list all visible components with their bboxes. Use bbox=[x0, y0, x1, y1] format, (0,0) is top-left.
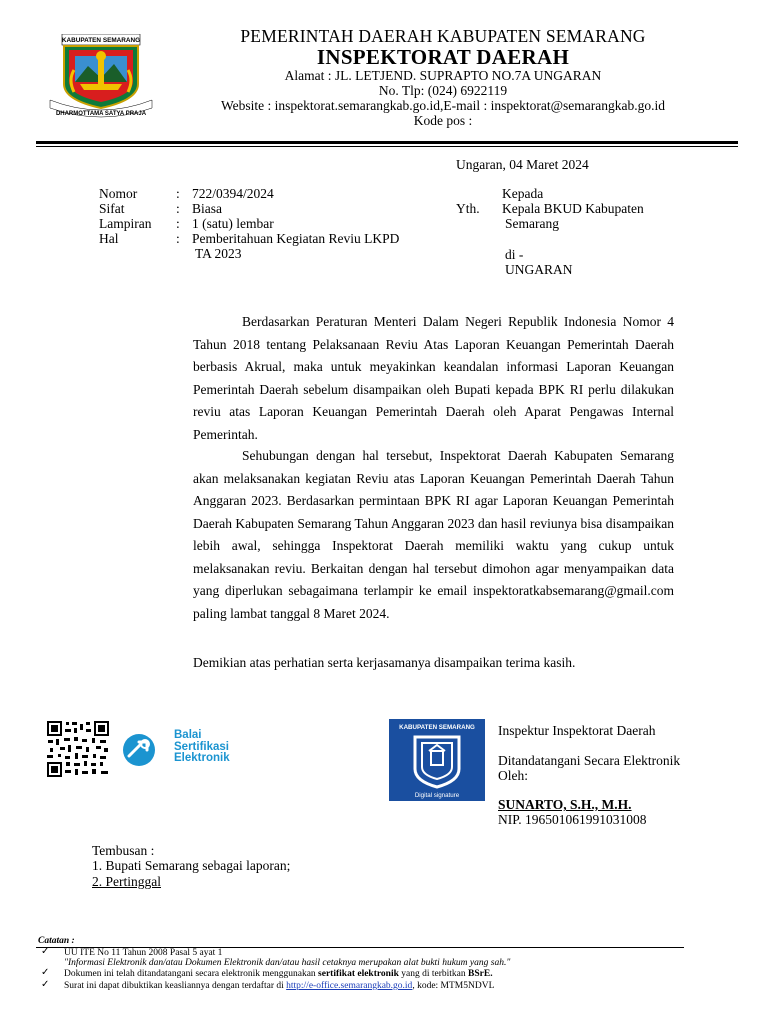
letter-date: Ungaran, 04 Maret 2024 bbox=[456, 157, 589, 172]
svg-text:DHARMOTTAMA SATYA PRAJA: DHARMOTTAMA SATYA PRAJA bbox=[55, 111, 147, 117]
signer-title: Inspektur Inspektorat Daerah bbox=[498, 723, 656, 738]
footer-law-quote: "Informasi Elektronik dan/atau Dokumen Elektronik dan/atau hasil cetaknya merupakan alat bukti hukum yang sah." bbox=[64, 958, 511, 968]
address: Alamat : JL. LETJEND. SUPRAPTO NO.7A UNGARAN bbox=[284, 68, 602, 83]
tembusan-label: Tembusan : bbox=[92, 843, 155, 858]
recipient-line1: Kepala BKUD Kabupaten bbox=[502, 201, 644, 216]
body-paragraph-1: Berdasarkan Peraturan Menteri Dalam Negeri Republik Indonesia Nomor 4 Tahun 2018 tentang Pelaksanaan Reviu Atas Laporan Keuangan Pemerintah Daerah berbasis Akrual, maka untuk meyakinkan keandalan informasi Laporan Keuangan Pemerintah Daerah sebelum disampaikan oleh Bupati kepada BPK RI perlu dilakukan reviu atas Laporan Keuangan Pemerintah Daerah oleh Aparat Pengawas Internal Pemerintah. bbox=[193, 314, 674, 442]
phone: No. Tlp: (024) 6922119 bbox=[378, 83, 508, 98]
website-email: Website : inspektorat.semarangkab.go.id,E-mail : inspektorat@semarangkab.go.id bbox=[221, 98, 665, 113]
nomor-label: Nomor bbox=[99, 186, 138, 201]
check-icon: ✓ bbox=[41, 979, 50, 990]
recipient-city: UNGARAN bbox=[505, 262, 573, 277]
header-rule-thick bbox=[36, 141, 738, 144]
footer-law: UU ITE No 11 Tahun 2008 Pasal 5 ayat 1 bbox=[64, 948, 223, 958]
signed-by-label: Oleh: bbox=[498, 768, 528, 783]
body-closing: Demikian atas perhatian serta kerjasamanya disampaikan terima kasih. bbox=[193, 655, 576, 670]
agency-name: INSPEKTORAT DAERAH bbox=[316, 45, 570, 69]
meta-labels bbox=[99, 186, 151, 246]
lampiran-value: 1 (satu) lembar bbox=[192, 216, 274, 231]
body-paragraph-2: Sehubungan dengan hal tersebut, Inspektorat Daerah Kabupaten Semarang akan melaksanakan kegiatan Reviu atas Laporan Keuangan Pemerintah Daerah Tahun Anggaran 2023. Berdasarkan permintaan BPK RI agar Laporan Keuangan Pemerintah Daerah Kabupaten Semarang Tahun Anggaran 2023 dan hasil reviunya bisa disampaikan lebih awal, sehingga Inspektorat Daerah memiliki waktu yang cukup untuk melaksanakan reviu. Berkaitan dengan hal tersebut dimohon agar menyampaikan data yang diperlukan sebagaimana terlampir ke email inspektoratkabsemarang@gmail.com paling lambat tanggal 8 Maret 2024. bbox=[193, 448, 674, 621]
nomor-value: 722/0394/2024 bbox=[192, 186, 274, 201]
hal-value: Pemberitahuan Kegiatan Reviu LKPD bbox=[192, 231, 400, 246]
signer-nip: NIP. 196501061991031008 bbox=[498, 812, 647, 827]
kabupaten-semarang-logo bbox=[44, 34, 158, 120]
hal-value-cont: TA 2023 bbox=[195, 246, 242, 261]
footer-verify-note: Surat ini dapat dibuktikan keasliannya dengan terdaftar di http://e-office.semarangkab.go.id, kode: MTM5NDVL bbox=[64, 981, 495, 991]
hal-label: Hal bbox=[99, 231, 119, 246]
qr-code bbox=[46, 720, 110, 778]
tembusan-item-1: 1. Bupati Semarang sebagai laporan; bbox=[92, 858, 291, 873]
recipient-kepada: Kepada bbox=[502, 186, 544, 201]
catatan-label: Catatan : bbox=[38, 936, 75, 946]
recipient-di: di - bbox=[505, 247, 524, 262]
recipient-line2: Semarang bbox=[505, 216, 559, 231]
meta-values bbox=[192, 186, 399, 261]
header-rule-thin bbox=[36, 146, 738, 147]
svg-text:KABUPATEN SEMARANG: KABUPATEN SEMARANG bbox=[61, 37, 141, 44]
check-icon: ✓ bbox=[41, 946, 50, 957]
bsre-text: Balai Sertifikasi Elektronik bbox=[174, 729, 230, 764]
footer-signed-note: Dokumen ini telah ditandatangani secara elektronik menggunakan sertifikat elektronik yang di terbitkan BSrE. bbox=[64, 969, 493, 979]
bsre-logo-icon bbox=[121, 732, 173, 768]
postal-code: Kode pos : bbox=[413, 113, 473, 128]
sifat-value: Biasa bbox=[192, 201, 222, 216]
signer-name: SUNARTO, S.H., M.H. bbox=[498, 797, 632, 812]
tembusan-item-2: 2. Pertinggal bbox=[92, 874, 161, 889]
e-office-link[interactable]: http://e-office.semarangkab.go.id bbox=[286, 981, 413, 991]
lampiran-label: Lampiran bbox=[99, 216, 152, 231]
recipient-yth: Yth. bbox=[456, 201, 480, 216]
svg-text:Digital signature: Digital signature bbox=[414, 792, 460, 799]
sifat-label: Sifat bbox=[99, 201, 125, 216]
meta-colons: : : : : bbox=[176, 186, 180, 246]
gov-name: PEMERINTAH DAERAH KABUPATEN SEMARANG bbox=[240, 26, 646, 46]
digital-signature-stamp bbox=[389, 719, 485, 801]
header-contact bbox=[160, 68, 726, 128]
svg-text:KABUPATEN SEMARANG: KABUPATEN SEMARANG bbox=[399, 724, 475, 731]
signed-electronically: Ditandatangani Secara Elektronik bbox=[498, 753, 681, 768]
check-icon: ✓ bbox=[41, 967, 50, 978]
